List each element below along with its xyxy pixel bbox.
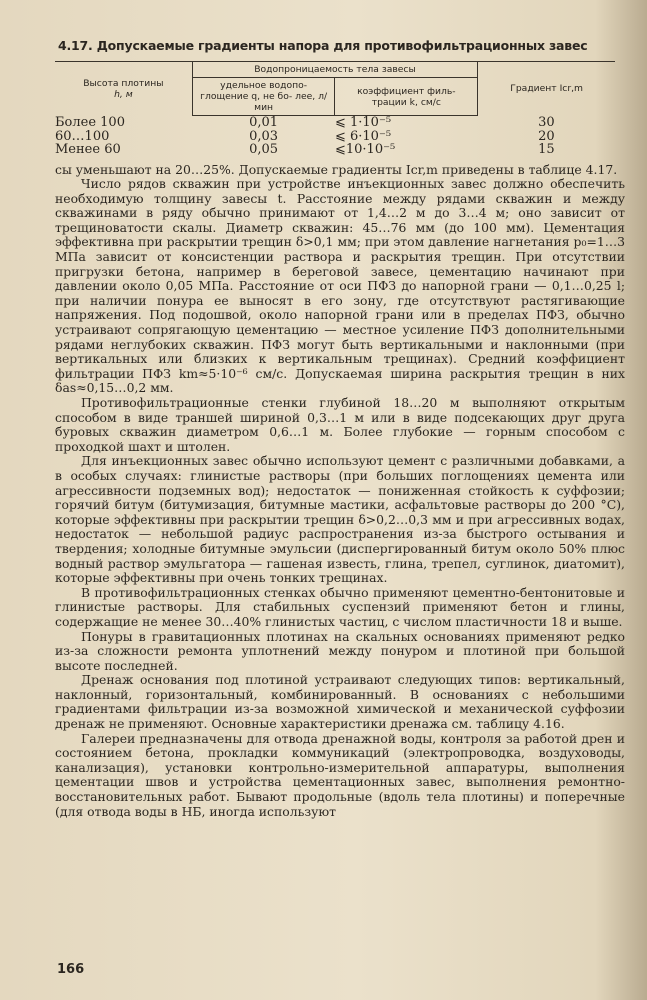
header-permeability: Водопроницаемость тела завесы bbox=[192, 62, 478, 78]
header-filtration-coef: коэффициент филь- трации k, см/с bbox=[335, 78, 478, 116]
cell-gradient: 20 bbox=[538, 128, 555, 144]
paragraph: Противофильтрационные стенки глубиной 18…20 м выполняют открытым способом в виде траншей шириной 0,3…1 м или в виде подсекающих друг друга буровых скважин диаметром 0,6…1 м. Более глубокие — горным способом с проходкой шахт и штолен. bbox=[55, 395, 625, 454]
cell-height: Более 100 bbox=[55, 114, 125, 130]
header-specific-absorption: удельное водопо- глощение q, не бо- лее, л/мин bbox=[192, 78, 335, 116]
paragraph: Дренаж основания под плотиной устраивают следующих типов: вертикальный, наклонный, горизонтальный, комбинированный. В основаниях с небольшими градиентами фильтрации из-за возможной химической и механической суффозии дренаж не применяют. Основные характеристики дренажа см. таблицу 4.16. bbox=[55, 672, 625, 732]
cell-q: 0,01 bbox=[249, 115, 279, 130]
page-number: 166 bbox=[57, 962, 85, 977]
cell-k: ⩽10·10⁻⁵ bbox=[334, 142, 396, 157]
cell-gradient: 30 bbox=[538, 114, 555, 130]
paragraph: В противофильтрационных стенках обычно применяют цементно-бентонитовые и глинистые растворы. Для стабильных суспензий применяют бетон и глины, содержащие не менее 30…40% глинистых частиц, с числом пластичности 18 и выше. bbox=[55, 584, 625, 629]
cell-q: 0,05 bbox=[249, 142, 279, 157]
cell-height: 60…100 bbox=[55, 128, 110, 144]
cell-height: Менее 60 bbox=[55, 142, 121, 157]
table-header-row bbox=[55, 62, 615, 78]
cell-q: 0,03 bbox=[249, 128, 279, 144]
table-row bbox=[55, 116, 615, 130]
paragraph: Число рядов скважин при устройстве инъекционных завес должно обеспечить необходимую толщину завесы t. Расстояние между рядами скважин и между скважинами в ряду обычно принимают от 1,4…2 м до 3…4 м; оно зависит от трещиноватости скалы. Диаметр скважин: 45…76 мм (до 100 мм). Цементация эффективна при раскрытии трещин δ>0,1 мм; при этом давление нагнетания p₀=1…3 МПа зависит от консистенции раствора и раскрытия трещин. При отсутствии пригрузки бетона, например в береговой завесе, цементацию начинают при давлении около 0,05 МПа. Расстояние от оси ПФЗ до напорной грани — 0,1…0,25 l; при наличии понура ее выносят в его зону, где отсутствуют растягивающие напряжения. Под подошвой, около напорной грани или в пределах ПФЗ, обычно устраивают сопрягающую цементацию — местное усиление ПФЗ дополнительными рядами неглубоких скважин. ПФЗ могут быть вертикальными и наклонными (при вертикальных или близких к вертикальным трещинах). Средний коэффициент фильтрации ПФЗ km≈5·10⁻⁶ см/с. Допускаемая ширина раскрытия трещин в них δas≈0,15…0,2 мм. bbox=[55, 176, 625, 396]
cell-gradient: 15 bbox=[538, 142, 555, 157]
paragraph: Понуры в гравитационных плотинах на скальных основаниях применяют редко из-за сложности ремонта уплотнений между понуром и плотиной при большой высоте последней. bbox=[55, 628, 625, 673]
paragraph: сы уменьшают на 20…25%. Допускаемые градиенты Icr,m приведены в таблице 4.17. bbox=[55, 161, 618, 177]
body-text bbox=[55, 163, 625, 820]
header-height: Высота плотины h, м bbox=[55, 62, 192, 116]
cell-k: ⩽ 1·10⁻⁵ bbox=[334, 115, 392, 130]
table-row bbox=[55, 143, 615, 157]
table-row bbox=[55, 130, 615, 144]
paragraph: Для инъекционных завес обычно используют цемент с различными добавками, а в особых случаях: глинистые растворы (при больших поглощениях цемента или агрессивности подземных вод); недостаток — пониженная стойкость к суффозии; горячий битум (битумизация, битумные мастики, асфальтовые растворы до 200 °С), которые эффективны при раскрытии трещин δ>0,2…0,3 мм и при агрессивных водах, недостаток — небольшой радиус распространения из-за быстрого остывания и твердения; холодные битумные эмульсии (диспергированный битум около 50% плюс водный раствор эмульгатора — гашеная известь, глина, трепел, суглинок, диатомит), которые эффективны при очень тонких трещинах. bbox=[55, 453, 625, 586]
gradient-table bbox=[55, 61, 615, 157]
header-gradient: Градиент Icr,m bbox=[510, 83, 583, 95]
table-caption: 4.17. Допускаемые градиенты напора для противофильтрационных завес bbox=[58, 38, 588, 53]
cell-k: ⩽ 6·10⁻⁵ bbox=[334, 128, 392, 144]
paragraph: Галереи предназначены для отвода дренажной воды, контроля за работой дрен и состоянием бетона, прокладки коммуникаций (электропроводка, воздуховоды, канализация), установки контрольно-измерительной аппаратуры, выполнения цементации швов и устройства цементационных завес, выполнения ремонтно-восстановительных работ. Бывают продольные (вдоль тела плотины) и поперечные (для отвода воды в НБ, иногда используют bbox=[55, 730, 625, 819]
page-content bbox=[55, 38, 625, 819]
